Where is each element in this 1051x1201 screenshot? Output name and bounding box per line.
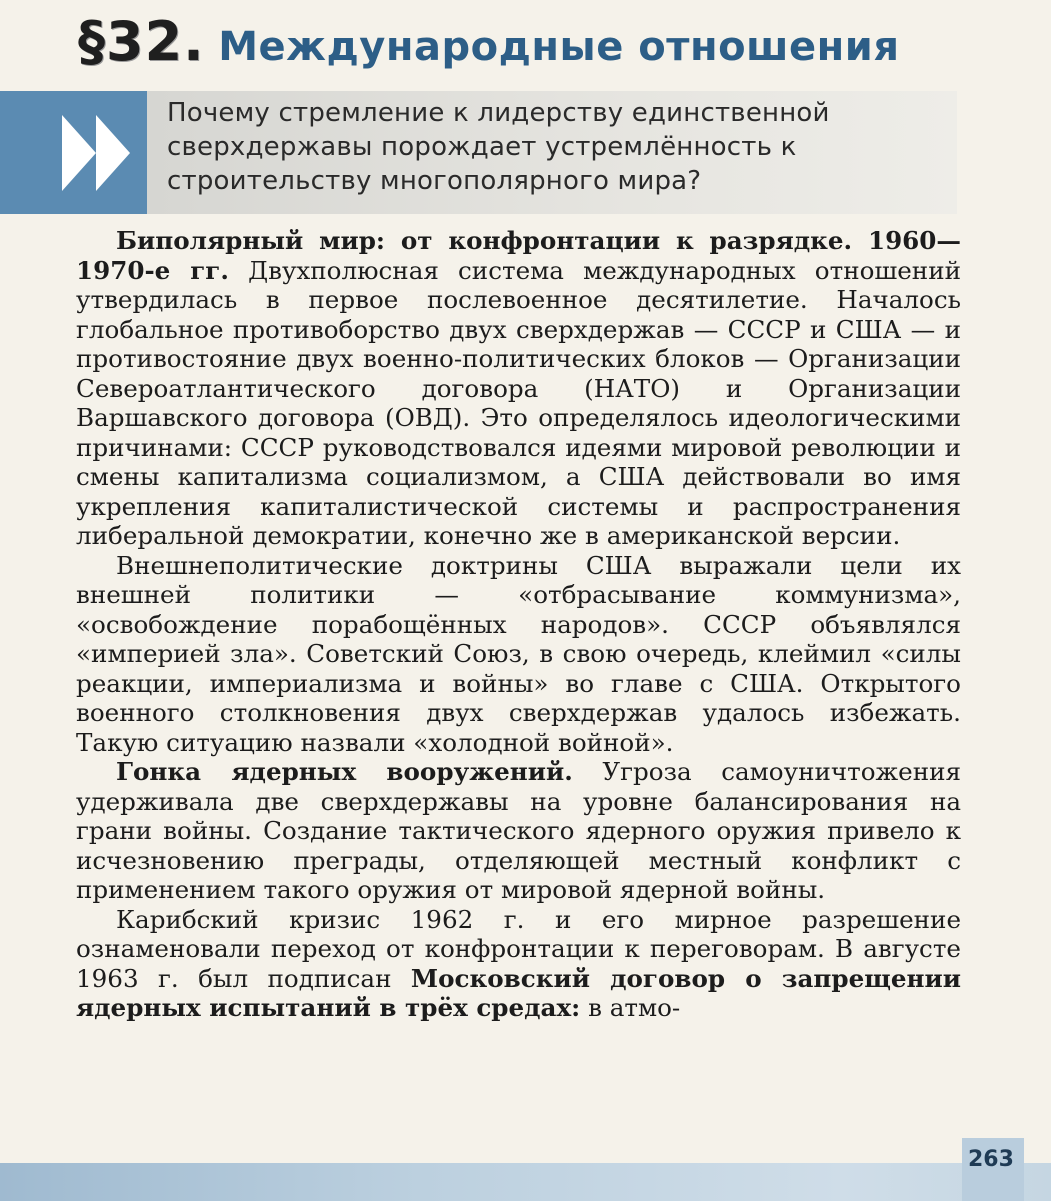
paragraph-text: Внешнеполитические доктрины США выражали цели их внешней политики — «отбрасывание коммунизма», «освобождение порабощённых народов». СССР объявлялся «империей зла». Советский Союз, в свою очередь, клеймил «силы реакции, империализма и войны» во главе с США. Открытого военного столкновения двух сверхдержав удалось избежать. Такую ситуацию назвали «холодной войной». bbox=[76, 550, 961, 757]
paragraph-bipolar bbox=[76, 226, 961, 551]
page-number: 263 bbox=[968, 1147, 1014, 1172]
body-text bbox=[76, 226, 961, 1023]
paragraph-doctrines bbox=[76, 551, 961, 758]
lead-question: Почему стремление к лидерству единственной сверхдержавы порождает устремлённость к строительству многополярного мира? bbox=[167, 98, 830, 196]
subheading-bipolar-world: Биполярный мир: от конфронтации к разрядке. 1960—1970-е гг. bbox=[76, 226, 961, 285]
section-header bbox=[78, 10, 978, 80]
paragraph-text: Карибский кризис 1962 г. и его мирное разрешение ознаменовали переход от конфронтации к переговорам. В августе 1963 г. был подписан bbox=[76, 904, 961, 993]
paragraph-text: в атмо- bbox=[588, 993, 681, 1022]
double-arrow-icon bbox=[62, 115, 132, 191]
section-number: §32. bbox=[78, 10, 205, 73]
moscow-treaty-term: Московский договор о запрещении ядерных испытаний в трёх средах: bbox=[76, 963, 962, 1022]
fast-forward-marker bbox=[0, 91, 147, 214]
paragraph-arms-race bbox=[76, 757, 961, 905]
paragraph-text: Угроза самоуничтожения удерживала две сверхдержавы на уровне балансирования на грани войны. Создание тактического ядерного оружия привело к исчезновению преграды, отделяющей местный конфликт с применением такого оружия от мировой ядерной войны. bbox=[76, 757, 962, 904]
subheading-arms-race: Гонка ядерных вооружений. bbox=[116, 757, 573, 786]
paragraph-text: Двухполюсная система международных отношений утвердилась в первое послевоенное десятилетие. Началось глобальное противоборство двух сверхдержав — СССР и США — и противостояние двух военно-политических блоков — Организации Североатлантического договора (НАТО) и Организации Варшавского договора (ОВД). Это определялось идеологическими причинами: СССР руководствовался идеями мировой революции и смены капитализма социализмом, а США действовали во имя укрепления капиталистической системы и распространения либеральной демократии, конечно же в американской версии. bbox=[76, 255, 961, 550]
section-title: Международные отношения bbox=[218, 24, 900, 70]
paragraph-caribbean-crisis bbox=[76, 905, 961, 1023]
footer-band bbox=[0, 1163, 1051, 1201]
